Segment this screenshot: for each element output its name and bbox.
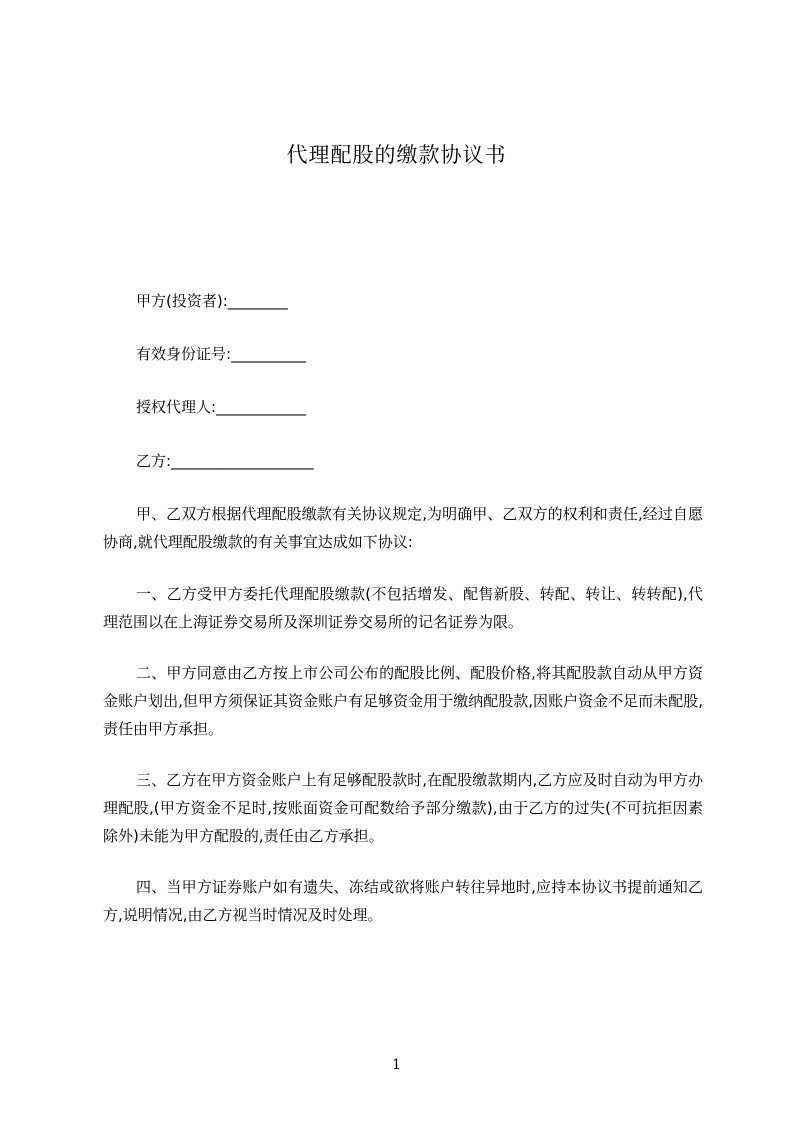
party-b-label: 乙方: [136, 452, 172, 470]
authorized-agent-field [136, 396, 306, 418]
authorized-agent-label: 授权代理人: [136, 398, 217, 416]
intro-paragraph: 甲、乙双方根据代理配股缴款有关协议规定,为明确甲、乙双方的权利和责任,经过自愿协商,就代理配股缴款的有关事宜达成如下协议: [103, 505, 703, 551]
clause-4-paragraph: 四、当甲方证券账户如有遗失、冻结或欲将账户转往异地时,应持本协议书提前通知乙方,说明情况,由乙方视当时情况及时处理。 [103, 878, 703, 924]
party-a-blank: ________ [227, 292, 288, 310]
party-b-blank: ___________________ [171, 452, 314, 470]
id-number-label: 有效身份证号: [136, 345, 232, 363]
page-number: 1 [392, 1057, 401, 1073]
clause-2-paragraph: 二、甲方同意由乙方按上市公司公布的配股比例、配股价格,将其配股款自动从甲方资金账户划出,但甲方须保证其资金账户有足够资金用于缴纳配股款,因账户资金不足而未配股,责任由甲方承担。 [103, 664, 703, 738]
clause-3-paragraph: 三、乙方在甲方资金账户上有足够配股款时,在配股缴款期内,乙方应及时自动为甲方办理配股,(甲方资金不足时,按账面资金可配数给予部分缴款),由于乙方的过失(不可抗拒因素除外)未能为甲方配股的,责任由乙方承担。 [103, 771, 703, 845]
document-title: 代理配股的缴款协议书 [286, 143, 507, 167]
party-a-field [136, 290, 288, 312]
party-a-label: 甲方(投资者): [136, 292, 228, 310]
clause-1-paragraph: 一、乙方受甲方委托代理配股缴款(不包括增发、配售新股、转配、转让、转转配),代理范围以在上海证券交易所及深圳证券交易所的记名证券为限。 [103, 585, 703, 631]
id-number-field [136, 343, 306, 365]
id-number-blank: __________ [231, 345, 307, 363]
authorized-agent-blank: ____________ [216, 398, 307, 416]
party-b-field [136, 450, 314, 472]
